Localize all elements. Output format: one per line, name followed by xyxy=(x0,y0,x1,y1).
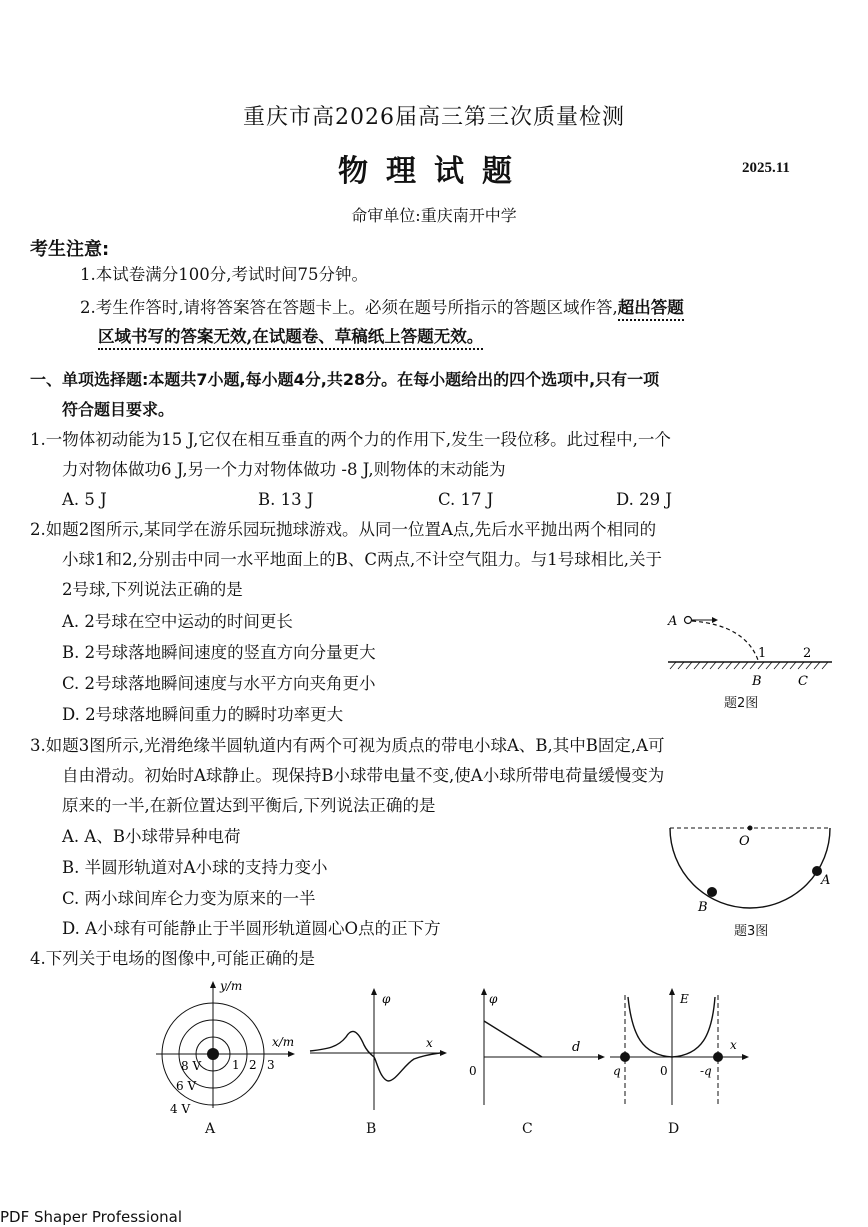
exam-title: 重庆市高2026届高三第三次质量检测 xyxy=(243,105,625,130)
q2-line-2: 小球1和2,分别击中同一水平地面上的B、C两点,不计空气阻力。与1号球相比,关于 xyxy=(62,550,662,569)
q4d-right-charge-label: -q xyxy=(700,1064,712,1078)
q2-option-a: A. 2号球在空中运动的时间更长 xyxy=(62,612,293,631)
q4c-potential-line xyxy=(484,1021,542,1057)
notice-item-2-emphasis: 超出答题 xyxy=(618,298,684,321)
q3-center-point xyxy=(748,826,753,831)
q4a-x-arrow xyxy=(288,1051,295,1057)
section-1-line-2: 符合题目要求。 xyxy=(62,400,175,419)
notice-item-2-line-1 xyxy=(80,297,684,319)
q3-option-a: A. A、B小球带异种电荷 xyxy=(62,827,241,846)
q1-option-b: B. 13 J xyxy=(258,490,314,509)
q4a-tick-3: 3 xyxy=(267,1058,275,1072)
q4c-x-arrow xyxy=(598,1054,605,1060)
q4b-y-label: φ xyxy=(382,992,391,1006)
q3-option-b: B. 半圆形轨道对A小球的支持力变小 xyxy=(62,858,328,877)
q1-line-1: 1.一物体初动能为15 J,它仅在相互垂直的两个力的作用下,发生一段位移。此过程中,一个 xyxy=(30,430,671,449)
q2-ground-hatch xyxy=(670,662,828,669)
q4c-y-arrow xyxy=(481,988,487,995)
q3-line-3: 原来的一半,在新位置达到平衡后,下列说法正确的是 xyxy=(62,796,436,815)
q3-semicircle-track xyxy=(670,828,830,908)
q2-line-3: 2号球,下列说法正确的是 xyxy=(62,580,243,599)
q2-fig-label-a: A xyxy=(668,614,678,629)
q3-fig-label-o: O xyxy=(739,834,750,849)
q4d-y-label: E xyxy=(680,992,689,1006)
q3-figure xyxy=(660,818,840,918)
exam-date: 2025.11 xyxy=(742,160,790,176)
q4-figure-c xyxy=(462,985,607,1115)
q2-line-1: 2.如题2图所示,某同学在游乐园玩抛球游戏。从同一位置A点,先后水平抛出两个相同的 xyxy=(30,520,657,539)
q1-line-2: 力对物体做功6 J,另一个力对物体做功 -8 J,则物体的末动能为 xyxy=(62,460,506,479)
q2-ball-icon xyxy=(685,617,692,624)
q4b-x-arrow xyxy=(440,1050,447,1056)
q4a-tick-1: 1 xyxy=(232,1058,240,1072)
q4-line-1: 4.下列关于电场的图像中,可能正确的是 xyxy=(30,949,315,968)
q4-caption-d: D xyxy=(668,1121,680,1137)
q4d-x-label: x xyxy=(730,1038,737,1052)
section-1-line-1: 一、单项选择题:本题共7小题,每小题4分,共28分。在每小题给出的四个选项中,只有一项 xyxy=(30,370,660,389)
q3-ball-b xyxy=(707,887,717,897)
q4d-left-charge-label: q xyxy=(613,1064,621,1078)
q4a-point-charge xyxy=(207,1048,219,1060)
q2-trajectory xyxy=(692,621,758,660)
q4d-origin: 0 xyxy=(660,1064,668,1078)
q4c-x-label: d xyxy=(572,1040,581,1055)
q4a-y-label: y/m xyxy=(220,979,243,993)
notice-item-2-emphasis-2: 区域书写的答案无效,在试题卷、草稿纸上答题无效。 xyxy=(98,327,483,350)
q4b-y-arrow xyxy=(371,988,377,995)
subject-title: 物理试题 xyxy=(338,154,530,189)
q3-fig-label-b: B xyxy=(698,900,708,915)
q4d-left-charge xyxy=(620,1052,630,1062)
notice-heading: 考生注意: xyxy=(30,239,110,260)
q4a-potential-4v: 4 V xyxy=(170,1102,191,1116)
q4d-x-arrow xyxy=(742,1054,749,1060)
q2-fig-label-b: B xyxy=(752,674,762,689)
notice-item-2-line-2 xyxy=(98,326,483,348)
q4-figure-b xyxy=(308,985,448,1115)
q4c-y-label: φ xyxy=(489,992,498,1006)
q3-option-c: C. 两小球间库仑力变为原来的一半 xyxy=(62,889,316,908)
q2-figure-caption: 题2图 xyxy=(724,696,759,711)
q3-line-1: 3.如题3图所示,光滑绝缘半圆轨道内有两个可视为质点的带电小球A、B,其中B固定,A可 xyxy=(30,736,665,755)
q4a-y-arrow xyxy=(210,981,216,988)
notice-item-1: 1.本试卷满分100分,考试时间75分钟。 xyxy=(80,265,368,284)
q4b-potential-curve xyxy=(310,1031,440,1081)
q4a-potential-6v: 6 V xyxy=(176,1079,197,1093)
q4-caption-b: B xyxy=(366,1121,377,1137)
q1-option-d: D. 29 J xyxy=(616,490,672,509)
q4-figure-a xyxy=(148,976,308,1118)
notice-item-2-text: 2.考生作答时,请将答案答在答题卡上。必须在题号所指示的答题区域作答, xyxy=(80,298,618,317)
q2-arrow-head xyxy=(712,617,718,623)
q4a-potential-8v: 8 V xyxy=(181,1059,202,1073)
q1-option-c: C. 17 J xyxy=(438,490,494,509)
q4d-right-charge xyxy=(713,1052,723,1062)
q4b-x-label: x xyxy=(426,1036,433,1050)
q3-figure-caption: 题3图 xyxy=(734,924,769,939)
q2-fig-label-1: 1 xyxy=(758,646,767,661)
q2-option-b: B. 2号球落地瞬间速度的竖直方向分量更大 xyxy=(62,643,376,662)
q4c-origin: 0 xyxy=(469,1064,477,1078)
q3-line-2: 自由滑动。初始时A球静止。现保持B小球带电量不变,使A小球所带电荷量缓慢变为 xyxy=(62,766,665,785)
q4-figure-d xyxy=(608,985,758,1115)
q2-option-c: C. 2号球落地瞬间速度与水平方向夹角更小 xyxy=(62,674,376,693)
q4a-x-label: x/m xyxy=(272,1035,295,1049)
q2-fig-label-2: 2 xyxy=(803,646,812,661)
q2-option-d: D. 2号球落地瞬间重力的瞬时功率更大 xyxy=(62,705,344,724)
q4d-y-arrow xyxy=(669,988,675,995)
q4-caption-a: A xyxy=(205,1121,216,1137)
authoring-unit: 命审单位:重庆南开中学 xyxy=(351,206,517,225)
q4a-tick-2: 2 xyxy=(249,1058,257,1072)
q2-fig-label-c: C xyxy=(798,674,808,689)
q3-option-d: D. A小球有可能静止于半圆形轨道圆心O点的正下方 xyxy=(62,919,441,938)
watermark-text: PDF Shaper Professional xyxy=(0,1208,183,1226)
q3-fig-label-a: A xyxy=(821,873,831,888)
q1-option-a: A. 5 J xyxy=(62,490,107,509)
q4-caption-c: C xyxy=(522,1121,533,1137)
